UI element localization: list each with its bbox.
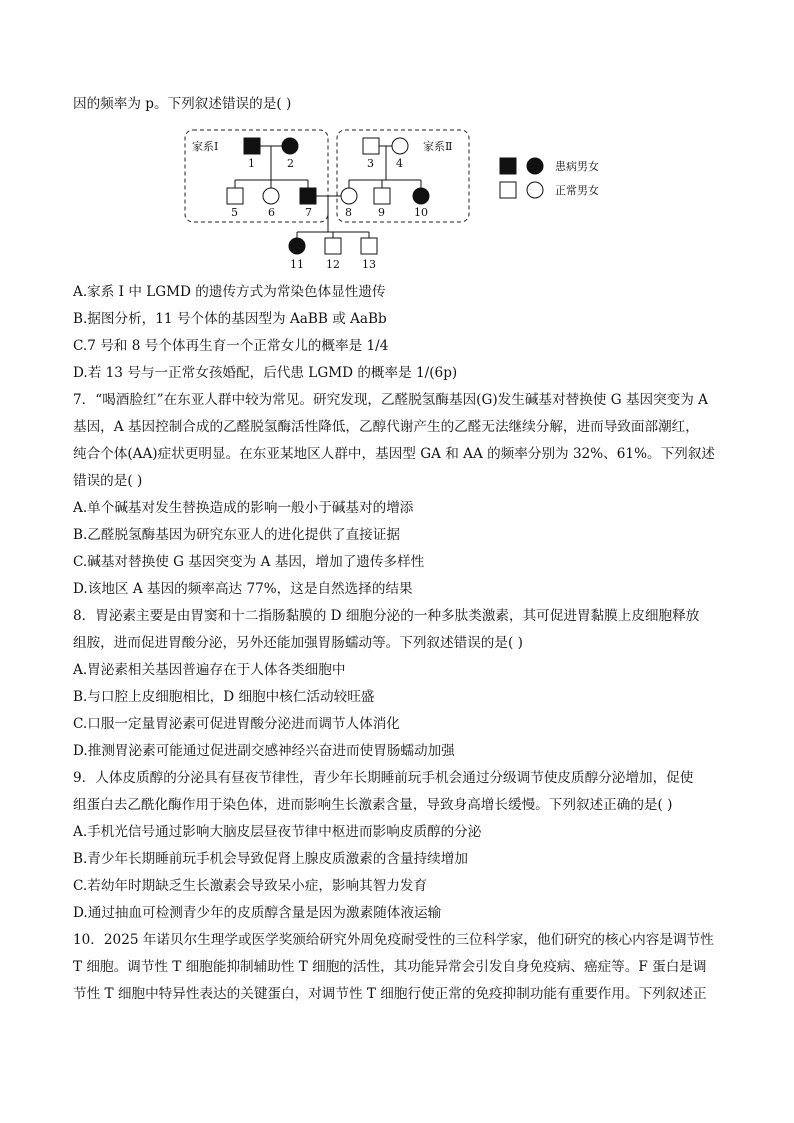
legend-normal-label: 正常男女 [555, 184, 599, 197]
individual-9-normal-male [374, 188, 390, 204]
q7-option-b: B.乙醛脱氢酶基因为研究东亚人的进化提供了直接证据 [73, 527, 400, 543]
individual-11-affected-female [289, 238, 305, 254]
id-4: 4 [396, 157, 403, 170]
individual-6-normal-female [263, 188, 279, 204]
q9-option-c: C.若幼年时期缺乏生长激素会导致呆小症，影响其智力发育 [73, 878, 428, 894]
q9-option-d: D.通过抽血可检测青少年的皮质醇含量是因为激素随体液运输 [73, 905, 442, 921]
id-5: 5 [231, 206, 238, 219]
q10-stem-line-1: 10．2025 年诺贝尔生理学或医学奖颁给研究外周免疫耐受性的三位科学家，他们研究的核心内容是调节性 [73, 932, 714, 948]
q6-option-b: B.据图分析，11 号个体的基因型为 AaBB 或 AaBb [73, 311, 387, 327]
q10-stem-line-3: 节性 T 细胞中特异性表达的关键蛋白，对调节性 T 细胞行使正常的免疫抑制功能有重要作用。下列叙述正 [73, 986, 707, 1002]
q7-stem-line-4: 错误的是( ) [73, 473, 143, 489]
legend-normal-female [527, 182, 543, 198]
id-1: 1 [248, 157, 255, 170]
id-13: 13 [362, 258, 376, 271]
q9-stem-line-1: 9．人体皮质醇的分泌具有昼夜节律性，青少年长期睡前玩手机会通过分级调节使皮质醇分泌增加，促使 [73, 770, 694, 786]
legend-normal-male [500, 182, 516, 198]
family1-label: 家系Ⅰ [192, 140, 219, 153]
id-11: 11 [290, 258, 304, 271]
id-3: 3 [367, 157, 374, 170]
legend-affected-male [500, 158, 516, 174]
q8-option-b: B.与口腔上皮细胞相比，D 细胞中核仁活动较旺盛 [73, 689, 375, 705]
q8-option-a: A.胃泌素相关基因普遍存在于人体各类细胞中 [73, 662, 346, 678]
q7-option-c: C.碱基对替换使 G 基因突变为 A 基因，增加了遗传多样性 [73, 554, 425, 570]
q6-option-d: D.若 13 号与一正常女孩婚配，后代患 LGMD 的概率是 1/(6p) [73, 365, 458, 381]
individual-2-affected-female [282, 138, 298, 154]
individual-8-normal-female [341, 188, 357, 204]
q7-stem-line-1: 7．“喝酒脸红”在东亚人群中较为常见。研究发现，乙醛脱氢酶基因(G)发生碱基对替换使 G 基因突变为 A [73, 392, 708, 408]
id-2: 2 [287, 157, 294, 170]
individual-1-affected-male [244, 138, 260, 154]
id-6: 6 [268, 206, 275, 219]
legend-affected-label: 患病男女 [555, 160, 599, 173]
individual-4-normal-female [392, 138, 408, 154]
q7-stem-line-3: 纯合个体(AA)症状更明显。在东亚某地区人群中，基因型 GA 和 AA 的频率分别为 32%、61%。下列叙述 [73, 446, 715, 462]
q8-option-c: C.口服一定量胃泌素可促进胃酸分泌进而调节人体消化 [73, 716, 400, 732]
pedigree-chart [180, 126, 630, 274]
q7-option-d: D.该地区 A 基因的频率高达 77%，这是自然选择的结果 [73, 581, 413, 597]
individual-10-affected-female [413, 188, 429, 204]
id-8: 8 [345, 206, 352, 219]
q8-option-d: D.推测胃泌素可能通过促进副交感神经兴奋进而使胃肠蠕动加强 [73, 743, 455, 759]
individual-12-normal-male [325, 238, 341, 254]
id-7: 7 [305, 206, 312, 219]
individual-7-affected-male [300, 188, 316, 204]
q9-option-b: B.青少年长期睡前玩手机会导致促肾上腺皮质激素的含量持续增加 [73, 851, 468, 867]
individual-13-normal-male [361, 238, 377, 254]
question-stem-tail: 因的频率为 p。下列叙述错误的是( ) [73, 96, 292, 112]
q8-stem-line-1: 8．胃泌素主要是由胃窦和十二指肠黏膜的 D 细胞分泌的一种多肽类激素，其可促进胃黏膜上皮细胞释放 [73, 608, 700, 624]
q9-stem-line-2: 组蛋白去乙酰化酶作用于染色体，进而影响生长激素含量，导致身高增长缓慢。下列叙述正确的是( ) [73, 797, 673, 813]
q9-option-a: A.手机光信号通过影响大脑皮层昼夜节律中枢进而影响皮质醇的分泌 [73, 824, 482, 840]
individual-3-normal-male [363, 138, 379, 154]
legend-affected-female [527, 158, 543, 174]
q7-option-a: A.单个碱基对发生替换造成的影响一般小于碱基对的增添 [73, 500, 414, 516]
family2-label: 家系Ⅱ [423, 140, 453, 153]
id-10: 10 [414, 206, 428, 219]
individual-5-normal-male [227, 188, 243, 204]
q6-option-c: C.7 号和 8 号个体再生育一个正常女儿的概率是 1/4 [73, 338, 389, 354]
id-9: 9 [378, 206, 385, 219]
id-12: 12 [326, 258, 340, 271]
q8-stem-line-2: 组胺，进而促进胃酸分泌，另外还能加强胃肠蠕动等。下列叙述错误的是( ) [73, 635, 523, 651]
q6-option-a: A.家系 Ⅰ 中 LGMD 的遗传方式为常染色体显性遗传 [73, 284, 386, 300]
q10-stem-line-2: T 细胞。调节性 T 细胞能抑制辅助性 T 细胞的活性，其功能异常会引发自身免疫病、癌症等。F 蛋白是调 [73, 959, 707, 975]
q7-stem-line-2: 基因，A 基因控制合成的乙醛脱氢酶活性降低，乙醇代谢产生的乙醛无法继续分解，进而导致面部潮红， [73, 419, 699, 435]
